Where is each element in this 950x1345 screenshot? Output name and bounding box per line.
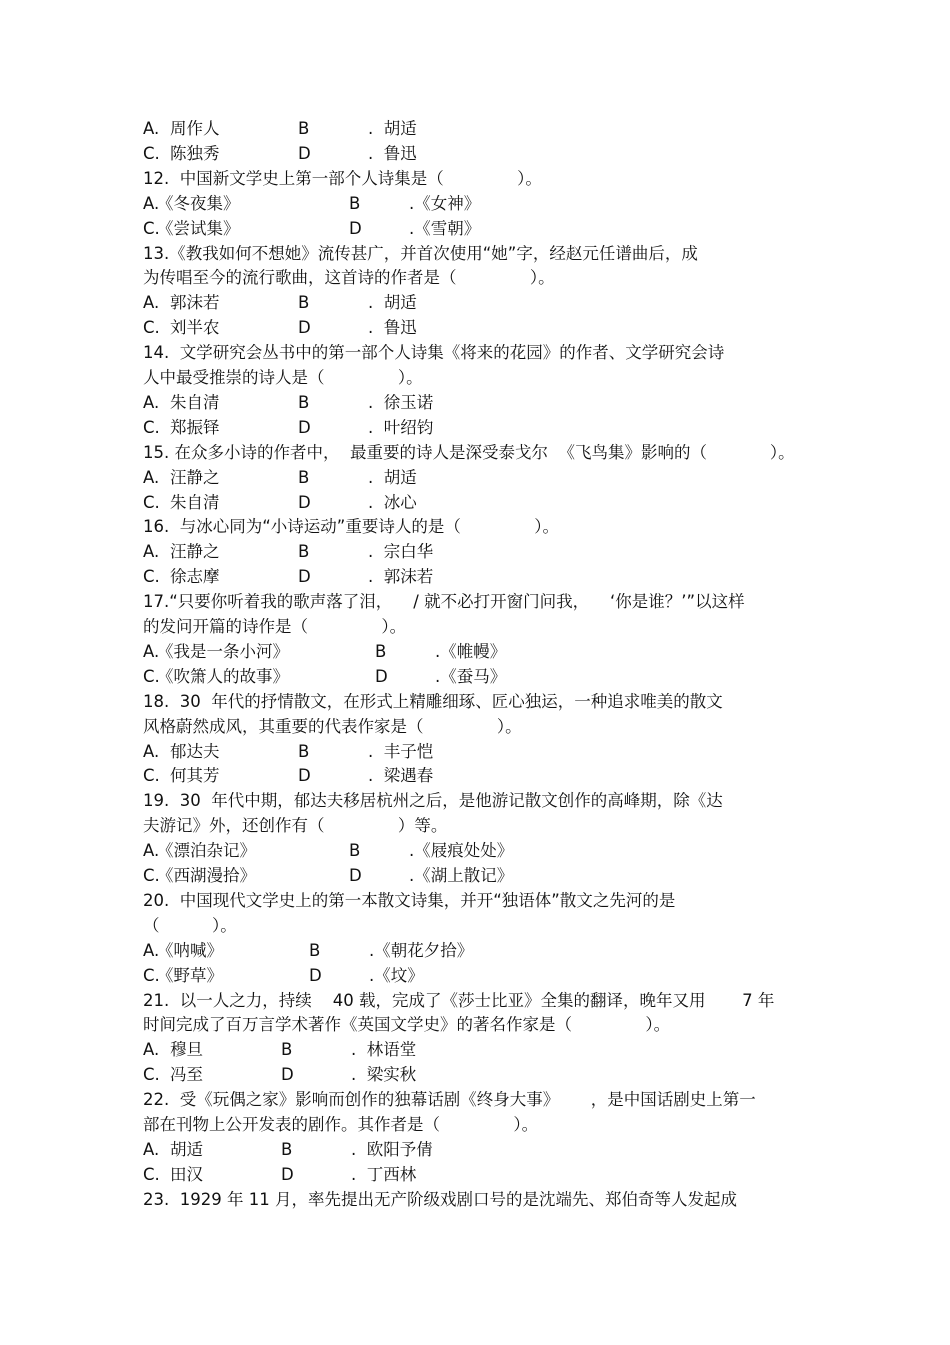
question-line: 22. 受《玩偶之家》影响而创作的独幕话剧《终身大事》 ，是中国话剧史上第一 bbox=[143, 1090, 756, 1110]
option-letter: B bbox=[298, 542, 310, 562]
option-text: . 徐玉诺 bbox=[368, 392, 434, 412]
option-text: 胡适 bbox=[170, 1139, 203, 1159]
option-letter: D bbox=[375, 666, 388, 686]
option-letter: D bbox=[298, 567, 311, 587]
option-letter: C. bbox=[143, 666, 160, 686]
option-letter: C. bbox=[143, 766, 160, 786]
option-letter: A. bbox=[143, 1040, 160, 1060]
question-line: 的发问开篇的诗作是（ ）。 bbox=[143, 617, 407, 636]
option-letter: D bbox=[281, 1065, 294, 1085]
option-text: 郑振铎 bbox=[170, 417, 220, 437]
question-line: 人中最受推崇的诗人是（ ）。 bbox=[143, 368, 423, 387]
option-text: . 郭沫若 bbox=[368, 567, 434, 587]
option-text: 汪静之 bbox=[170, 542, 220, 562]
option-text: 《尝试集》 bbox=[157, 218, 240, 238]
option-text: .《屐痕处处》 bbox=[409, 841, 514, 861]
option-letter: C. bbox=[143, 218, 160, 238]
option-text: . 鲁迅 bbox=[368, 143, 417, 163]
option-letter: B bbox=[375, 641, 387, 661]
option-letter: D bbox=[298, 492, 311, 512]
option-text: . 梁遇春 bbox=[368, 766, 434, 786]
option-letter: A. bbox=[143, 1139, 160, 1159]
option-text: 《吹箫人的故事》 bbox=[157, 666, 289, 686]
option-letter: C. bbox=[143, 1065, 160, 1085]
option-letter: B bbox=[349, 841, 361, 861]
option-text: 朱自清 bbox=[170, 392, 220, 412]
option-text: . 宗白华 bbox=[368, 542, 434, 562]
option-letter: A. bbox=[143, 293, 160, 313]
option-text: 汪静之 bbox=[170, 467, 220, 487]
option-letter: B bbox=[298, 467, 310, 487]
option-text: 田汉 bbox=[170, 1164, 203, 1184]
option-letter: B bbox=[281, 1139, 293, 1159]
question-line: 部在刊物上公开发表的剧作。其作者是（ ）。 bbox=[143, 1115, 539, 1134]
question-line: 13.《教我如何不想她》流传甚广，并首次使用“她”字，经赵元任谱曲后，成 bbox=[143, 243, 698, 263]
option-letter: B bbox=[349, 193, 361, 213]
option-text: . 鲁迅 bbox=[368, 318, 417, 338]
question-line: 14. 文学研究会丛书中的第一部个人诗集《将来的花园》的作者、文学研究会诗 bbox=[143, 343, 725, 363]
option-text: . 丰子恺 bbox=[368, 741, 434, 761]
option-letter: C. bbox=[143, 318, 160, 338]
option-text: . 丁西林 bbox=[351, 1164, 417, 1184]
option-letter: D bbox=[349, 866, 362, 885]
option-text: 何其芳 bbox=[170, 766, 220, 786]
option-letter: C. bbox=[143, 492, 160, 512]
option-text: .《朝花夕拾》 bbox=[369, 940, 474, 960]
option-text: .《雪朝》 bbox=[409, 218, 481, 238]
option-text: .《坟》 bbox=[369, 965, 424, 985]
option-text: . 胡适 bbox=[368, 293, 417, 313]
question-line: 21. 以一人之力，持续 40 载，完成了《莎士比亚》全集的翻译，晚年又用 7 年 bbox=[143, 990, 775, 1010]
option-letter: A. bbox=[143, 467, 160, 487]
option-letter: C. bbox=[143, 866, 160, 885]
option-letter: D bbox=[281, 1164, 294, 1184]
question-line: （ ）。 bbox=[143, 915, 237, 935]
question-line: 风格蔚然成风，其重要的代表作家是（ ）。 bbox=[143, 716, 522, 736]
option-text: .《女神》 bbox=[409, 193, 481, 213]
option-letter: B bbox=[298, 392, 310, 412]
option-text: 周作人 bbox=[170, 119, 220, 138]
option-text: 徐志摩 bbox=[170, 567, 220, 587]
option-text: 《冬夜集》 bbox=[157, 193, 240, 213]
option-letter: A. bbox=[143, 841, 160, 861]
option-text: . 叶绍钧 bbox=[368, 417, 434, 437]
option-letter: B bbox=[298, 741, 310, 761]
option-text: . 欧阳予倩 bbox=[351, 1139, 433, 1159]
option-letter: A. bbox=[143, 542, 160, 562]
option-text: 《野草》 bbox=[157, 965, 223, 985]
option-text: .《蚕马》 bbox=[435, 666, 507, 686]
option-letter: B bbox=[298, 293, 310, 313]
option-letter: D bbox=[298, 143, 311, 163]
question-line: 16. 与冰心同为“小诗运动”重要诗人的是（ ）。 bbox=[143, 517, 560, 537]
option-text: 郁达夫 bbox=[170, 741, 220, 761]
option-text: . 胡适 bbox=[368, 467, 417, 487]
option-text: . 梁实秋 bbox=[351, 1065, 417, 1085]
option-letter: C. bbox=[143, 567, 160, 587]
question-line: 20. 中国现代文学史上的第一本散文诗集，并开“独语体”散文之先河的是 bbox=[143, 890, 676, 910]
option-text: 《我是一条小河》 bbox=[157, 641, 289, 661]
option-text: .《湖上散记》 bbox=[409, 866, 514, 885]
option-letter: A. bbox=[143, 392, 160, 412]
option-letter: B bbox=[281, 1040, 293, 1060]
option-letter: B bbox=[309, 940, 321, 960]
option-text: 刘半农 bbox=[170, 318, 220, 338]
option-text: 穆旦 bbox=[170, 1040, 203, 1060]
option-text: 《西湖漫拾》 bbox=[157, 866, 256, 885]
option-letter: C. bbox=[143, 965, 160, 985]
option-letter: C. bbox=[143, 417, 160, 437]
question-line: 23. 1929 年 11 月，率先提出无产阶级戏剧口号的是沈端先、郑伯奇等人发起成 bbox=[143, 1189, 737, 1209]
question-line: 为传唱至今的流行歌曲，这首诗的作者是（ ）。 bbox=[143, 268, 555, 288]
option-letter: C. bbox=[143, 143, 160, 163]
option-text: . 冰心 bbox=[368, 492, 417, 512]
option-letter: A. bbox=[143, 741, 160, 761]
option-letter: D bbox=[298, 417, 311, 437]
question-line: 15. 在众多小诗的作者中， 最重要的诗人是深受泰戈尔 《飞鸟集》影响的（ ）。 bbox=[143, 442, 795, 462]
option-text: 冯至 bbox=[170, 1065, 203, 1085]
option-text: 郭沫若 bbox=[170, 293, 220, 313]
option-letter: A. bbox=[143, 641, 160, 661]
option-letter: C. bbox=[143, 1164, 160, 1184]
option-letter: A. bbox=[143, 119, 160, 138]
option-letter: D bbox=[349, 218, 362, 238]
option-text: . 胡适 bbox=[368, 119, 417, 138]
question-line: 19. 30 年代中期，郁达夫移居杭州之后，是他游记散文创作的高峰期，除《达 bbox=[143, 791, 723, 811]
question-line: 12. 中国新文学史上第一部个人诗集是（ ）。 bbox=[143, 168, 542, 188]
option-letter: A. bbox=[143, 940, 160, 960]
option-text: . 林语堂 bbox=[351, 1040, 417, 1060]
option-text: 《呐喊》 bbox=[157, 940, 223, 960]
option-letter: D bbox=[298, 318, 311, 338]
option-text: .《帷幔》 bbox=[435, 641, 507, 661]
option-letter: D bbox=[309, 965, 322, 985]
option-letter: A. bbox=[143, 193, 160, 213]
question-line: 夫游记》外，还创作有（ ）等。 bbox=[143, 816, 448, 836]
option-text: 陈独秀 bbox=[170, 143, 220, 163]
question-line: 17.“只要你听着我的歌声落了泪， / 就不必打开窗门问我， ‘你是谁？’”以这样 bbox=[143, 592, 745, 612]
option-text: 《漂泊杂记》 bbox=[157, 841, 256, 861]
question-line: 时间完成了百万言学术著作《英国文学史》的著名作家是（ ）。 bbox=[143, 1015, 671, 1035]
option-letter: D bbox=[298, 766, 311, 786]
option-text: 朱自清 bbox=[170, 492, 220, 512]
option-letter: B bbox=[298, 119, 310, 138]
question-line: 18. 30 年代的抒情散文，在形式上精雕细琢、匠心独运，一种追求唯美的散文 bbox=[143, 691, 723, 711]
